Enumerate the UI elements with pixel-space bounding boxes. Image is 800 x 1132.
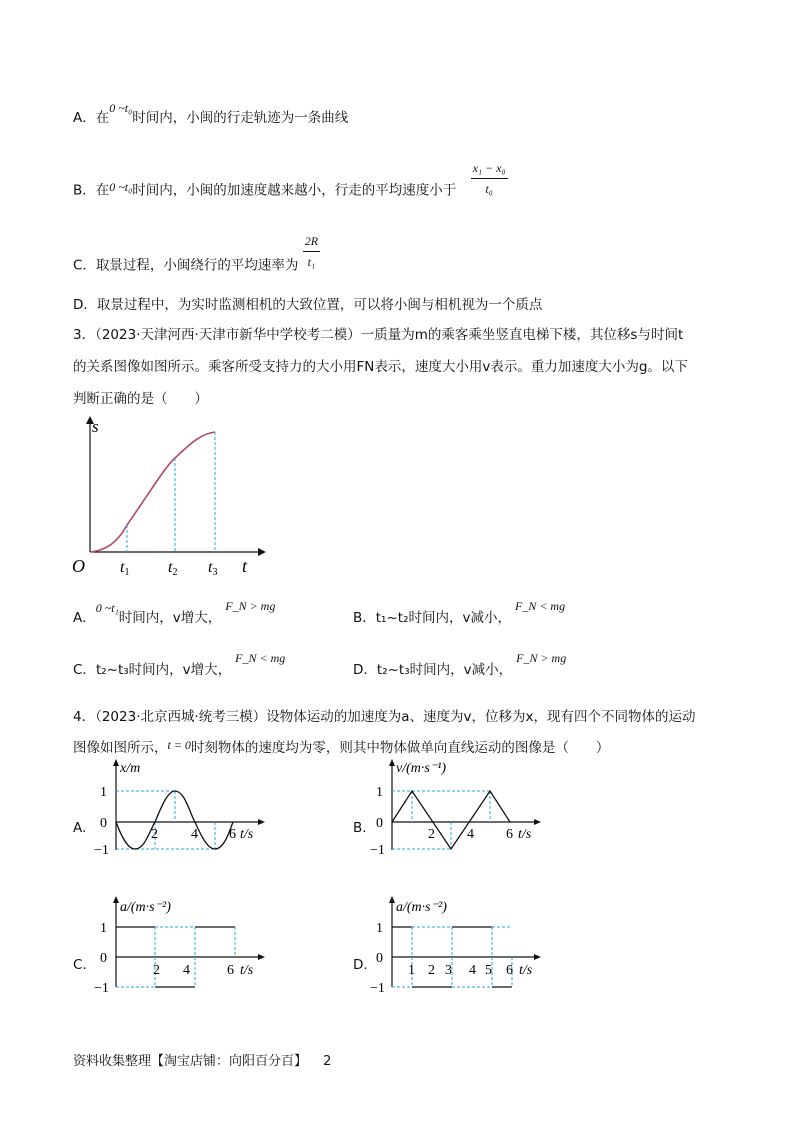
x-tick: 6 (227, 963, 234, 978)
y-axis-label: a/(m·s⁻²) (396, 900, 447, 915)
x-axis-label: t/s (240, 827, 254, 842)
option-text: 时间内，小闽的加速度越来越小，行走的平均速度小于 (132, 182, 457, 199)
x-tick: 2 (153, 963, 160, 978)
tick-t1: t1 (120, 559, 130, 578)
q4-graph-b-label: B. (353, 820, 367, 836)
footer (73, 1050, 331, 1069)
q4-graph-c-label: C. (73, 957, 87, 973)
q3-option-a: A．0 ~t₁时间内，v增大，F_N > mg (73, 599, 276, 626)
x-tick: 6 (506, 827, 513, 842)
q3-option-b: B．t₁~t₂时间内，v减小，F_N < mg (353, 599, 566, 626)
y-axis-label: v/(m·s⁻¹) (396, 761, 447, 776)
x-axis-label: t/s (519, 963, 533, 978)
y-axis-label: s (92, 417, 99, 436)
x-axis-arrow-icon (258, 819, 265, 825)
x-tick: 5 (485, 963, 492, 978)
q4-graph-b (356, 758, 556, 858)
q3-stem-line-3: 判断正确的是（ ） (73, 391, 208, 407)
x-tick: 4 (467, 827, 474, 842)
y-tick: −1 (370, 843, 385, 858)
page-number: 2 (323, 1054, 332, 1069)
q4-stem-line-2: 图像如图所示，t = 0时刻物体的速度均为零，则其中物体做单向直线运动的图像是（ ） (73, 738, 610, 756)
v-t-line (392, 791, 510, 849)
q2-option-c (73, 234, 320, 286)
y-tick: −1 (370, 981, 385, 995)
q2-option-b (73, 161, 508, 211)
fraction (471, 158, 508, 199)
x-tick: 1 (408, 963, 415, 978)
s-curve (90, 432, 215, 552)
x-t-curve (116, 791, 233, 849)
y-tick: 1 (100, 921, 107, 936)
q4-stem-line-1: 4．（2023·北京西城·统考三模）设物体运动的加速度为a、速度为v，位移为x，现有四个不同物体的运动 (73, 709, 696, 725)
q4-graph-d (356, 895, 556, 995)
y-tick: 1 (376, 785, 383, 800)
x-axis-label: t (242, 556, 248, 576)
option-text: 时间内，小闽的行走轨迹为一条曲线 (132, 110, 349, 126)
q4-graph-d-label: D. (353, 957, 368, 973)
fraction-numerator: x₁ − x₀ (471, 158, 508, 179)
x-axis-label: t/s (240, 963, 254, 978)
fraction-denominator: t₁ (307, 255, 316, 269)
y-tick: 0 (376, 951, 383, 966)
y-tick: −1 (94, 843, 109, 858)
origin-label: O (72, 556, 85, 576)
x-tick: 2 (151, 827, 158, 842)
q2-option-d: D．取景过程中，为实时监测相机的大致位置，可以将小闽与相机视为一个质点 (73, 297, 543, 313)
q3-option-d: D．t₂~t₃时间内，v减小，F_N > mg (353, 651, 567, 678)
y-tick: 0 (100, 816, 107, 831)
q3-s-t-graph (70, 412, 270, 582)
q4-graph-a-label: A. (73, 820, 87, 836)
x-axis-arrow-icon (534, 954, 541, 960)
x-axis-arrow-icon (534, 819, 541, 825)
x-tick: 4 (469, 963, 476, 978)
fraction-denominator: t₀ (485, 182, 493, 196)
y-tick: 0 (376, 816, 383, 831)
option-label: A．在 (73, 110, 110, 126)
footer-text: 资料收集整理【淘宝店铺：向阳百分百】 (73, 1054, 308, 1069)
x-tick: 4 (191, 827, 198, 842)
tick-t3: t3 (208, 559, 218, 578)
x-axis-label: t/s (518, 827, 532, 842)
q4-graph-a (90, 758, 270, 858)
fraction-numerator: 2R (303, 231, 320, 252)
option-text: C．取景过程，小闽绕行的平均速率为 (73, 257, 299, 274)
q4-graph-c (90, 895, 270, 995)
x-tick: 6 (229, 827, 236, 842)
q3-option-c: C．t₂~t₃时间内，v增大，F_N < mg (73, 651, 286, 678)
y-axis-arrow-icon (389, 896, 395, 903)
y-tick: 1 (100, 785, 107, 800)
q2-option-a (73, 101, 349, 128)
x-axis-arrow-icon (258, 954, 265, 960)
option-label: B．在 (73, 182, 110, 199)
y-axis-label: a/(m·s⁻²) (120, 900, 171, 915)
x-tick: 2 (428, 827, 435, 842)
q3-stem-line-1: 3．（2023·天津河西·天津市新华中学校考二模）一质量为m的乘客乘坐竖直电梯下楼，其位移s与时间t (73, 327, 684, 343)
x-tick: 2 (428, 963, 435, 978)
math-range: 0 ~t₀ (109, 101, 133, 115)
x-axis-arrow-icon (258, 548, 266, 556)
tick-t2: t2 (168, 559, 178, 578)
x-tick: 3 (445, 963, 452, 978)
y-tick: 1 (376, 921, 383, 936)
math-range: 0 ~t₀ (109, 179, 133, 194)
x-tick: 4 (183, 963, 190, 978)
y-tick: 0 (100, 951, 107, 966)
y-axis-label: x/m (120, 761, 141, 776)
q3-stem-line-2: 的关系图像如图所示。乘客所受支持力的大小用FN表示，速度大小用v表示。重力加速度大小为g。以下 (73, 359, 688, 375)
y-axis-arrow-icon (389, 759, 395, 766)
x-tick: 6 (506, 963, 513, 978)
y-axis-arrow-icon (113, 759, 119, 766)
y-axis-arrow-icon (113, 896, 119, 903)
y-tick: −1 (94, 981, 109, 995)
fraction (303, 231, 320, 272)
